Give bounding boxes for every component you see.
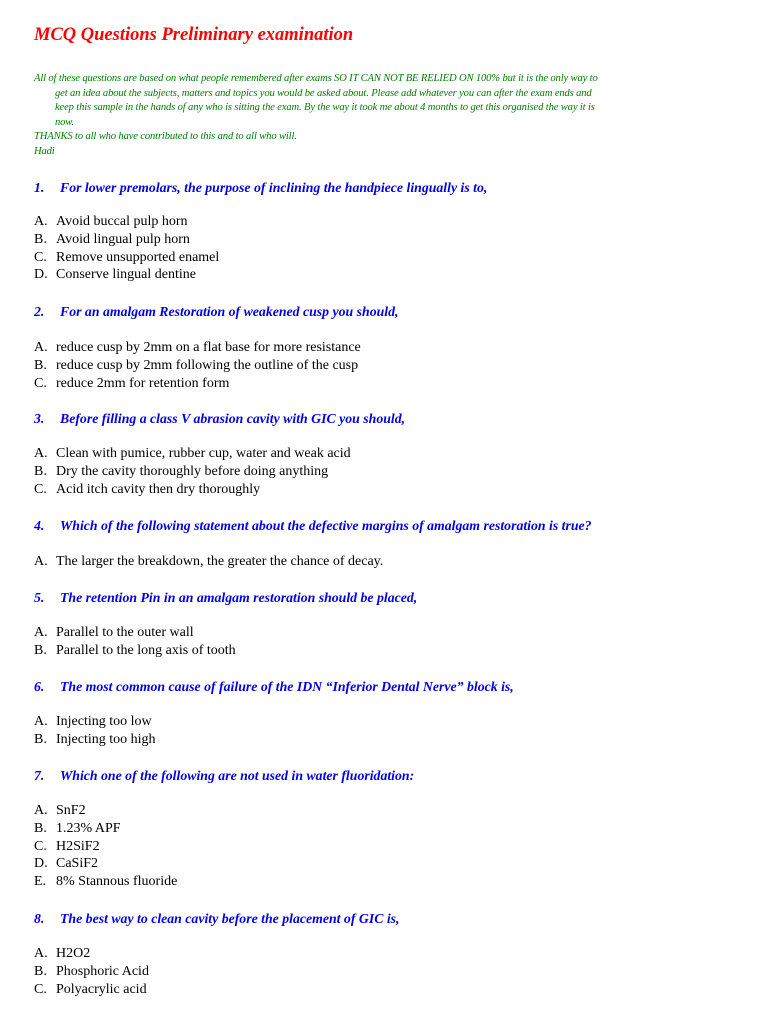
question-number: 7.	[34, 768, 45, 783]
option-text: Clean with pumice, rubber cup, water and weak acid	[56, 446, 351, 461]
question-2-options	[34, 339, 361, 392]
option-letter: B.	[34, 231, 47, 247]
question-number: 4.	[34, 518, 45, 533]
question-text: The retention Pin in an amalgam restoration should be placed,	[60, 590, 418, 605]
question-4	[34, 517, 592, 534]
option-letter: B.	[34, 820, 47, 836]
option-letter: B.	[34, 731, 47, 747]
answer-option	[34, 624, 236, 642]
intro-signature: Hadi	[34, 145, 55, 157]
option-text: The larger the breakdown, the greater the chance of decay.	[56, 554, 384, 569]
answer-option	[34, 357, 361, 375]
option-letter: C.	[34, 481, 47, 497]
intro-line: keep this sample in the hands of any who is sitting the exam. By the way it took me about 4 months to get this organised the way it is	[55, 102, 595, 114]
question-text: Which one of the following are not used in water fluoridation:	[60, 768, 415, 783]
option-text: CaSiF2	[56, 856, 99, 872]
question-text: For lower premolars, the purpose of inclining the handpiece lingually is to,	[60, 180, 488, 195]
question-5	[34, 589, 417, 606]
option-letter: B.	[34, 463, 47, 479]
option-letter: A.	[34, 625, 48, 640]
question-number: 8.	[34, 911, 45, 926]
option-text: Parallel to the long axis of tooth	[56, 642, 236, 658]
answer-option	[34, 802, 177, 820]
option-letter: A.	[34, 340, 48, 355]
option-letter: C.	[34, 838, 47, 854]
question-1	[34, 179, 487, 196]
question-3	[34, 410, 405, 427]
question-6	[34, 678, 514, 695]
option-letter: A.	[34, 214, 48, 229]
option-letter: A.	[34, 554, 48, 569]
answer-option	[34, 820, 177, 838]
intro-thanks-line: THANKS to all who have contributed to this and to all who will.	[34, 131, 297, 143]
answer-option	[34, 213, 219, 231]
document-title: MCQ Questions Preliminary examination	[34, 25, 354, 45]
option-text: SnF2	[56, 803, 86, 818]
question-number: 3.	[34, 411, 45, 426]
question-4-options	[34, 553, 383, 571]
question-2	[34, 303, 398, 320]
question-text: The best way to clean cavity before the placement of GIC is,	[60, 911, 400, 926]
intro-line: All of these questions are based on what people remembered after exams SO IT CAN NOT BE RELIED ON 100% but it is the only way to	[34, 73, 598, 84]
question-6-options	[34, 713, 156, 749]
answer-option	[34, 249, 219, 267]
answer-option	[34, 266, 219, 284]
option-text: reduce cusp by 2mm following the outline of the cusp	[56, 357, 359, 373]
question-7-options	[34, 802, 177, 891]
question-text: The most common cause of failure of the IDN “Inferior Dental Nerve” block is,	[60, 679, 514, 694]
answer-option	[34, 713, 156, 731]
question-1-options	[34, 213, 219, 284]
answer-option	[34, 838, 177, 856]
option-text: Acid itch cavity then dry thoroughly	[56, 481, 261, 497]
answer-option	[34, 553, 383, 571]
answer-option	[34, 945, 149, 963]
option-letter: B.	[34, 357, 47, 373]
intro-line: now.	[55, 116, 74, 128]
option-text: reduce 2mm for retention form	[56, 375, 230, 391]
option-letter: C.	[34, 981, 47, 997]
option-letter: C.	[34, 249, 47, 265]
option-text: Remove unsupported enamel	[56, 249, 220, 265]
option-text: Phosphoric Acid	[56, 963, 149, 979]
option-text: Polyacrylic acid	[56, 981, 147, 997]
answer-option	[34, 981, 149, 999]
question-text: Before filling a class V abrasion cavity with GIC you should,	[60, 411, 406, 426]
option-text: H2SiF2	[56, 838, 100, 854]
option-text: Injecting too low	[56, 714, 152, 729]
option-letter: E.	[34, 874, 47, 890]
answer-option	[34, 873, 177, 891]
option-text: 1.23% APF	[56, 820, 121, 836]
question-number: 5.	[34, 590, 45, 605]
option-letter: A.	[34, 946, 48, 961]
option-letter: A.	[34, 714, 48, 729]
answer-option	[34, 375, 361, 393]
option-text: Dry the cavity thoroughly before doing anything	[56, 463, 329, 479]
answer-option	[34, 339, 361, 357]
option-letter: B.	[34, 642, 47, 658]
option-text: reduce cusp by 2mm on a flat base for more resistance	[56, 340, 361, 355]
option-letter: A.	[34, 803, 48, 818]
answer-option	[34, 481, 351, 499]
option-text: Parallel to the outer wall	[56, 625, 194, 640]
question-text: Which of the following statement about the defective margins of amalgam restoration is true?	[60, 518, 592, 533]
question-7	[34, 767, 414, 784]
answer-option	[34, 731, 156, 749]
option-letter: D.	[34, 267, 48, 283]
question-text: For an amalgam Restoration of weakened cusp you should,	[60, 304, 399, 319]
question-number: 6.	[34, 679, 45, 694]
question-8-options	[34, 945, 149, 998]
answer-option	[34, 963, 149, 981]
question-5-options	[34, 624, 236, 660]
question-number: 1.	[34, 180, 45, 195]
option-text: 8% Stannous fluoride	[56, 874, 178, 890]
option-text: Conserve lingual dentine	[56, 267, 196, 283]
question-number: 2.	[34, 304, 45, 319]
option-text: H2O2	[56, 946, 91, 961]
intro-line: get an idea about the subjects, matters and topics you would be asked about. Please add whatever you can after the exam ends and	[55, 87, 592, 99]
option-text: Avoid buccal pulp horn	[56, 214, 188, 229]
question-8	[34, 910, 400, 927]
option-letter: A.	[34, 446, 48, 461]
answer-option	[34, 642, 236, 660]
option-letter: B.	[34, 963, 47, 979]
question-3-options	[34, 445, 351, 498]
option-letter: C.	[34, 375, 47, 391]
option-text: Avoid lingual pulp horn	[56, 231, 190, 247]
answer-option	[34, 231, 219, 249]
option-text: Injecting too high	[56, 731, 156, 747]
answer-option	[34, 855, 177, 873]
answer-option	[34, 445, 351, 463]
answer-option	[34, 463, 351, 481]
option-letter: D.	[34, 856, 48, 872]
intro-paragraph	[34, 72, 730, 160]
